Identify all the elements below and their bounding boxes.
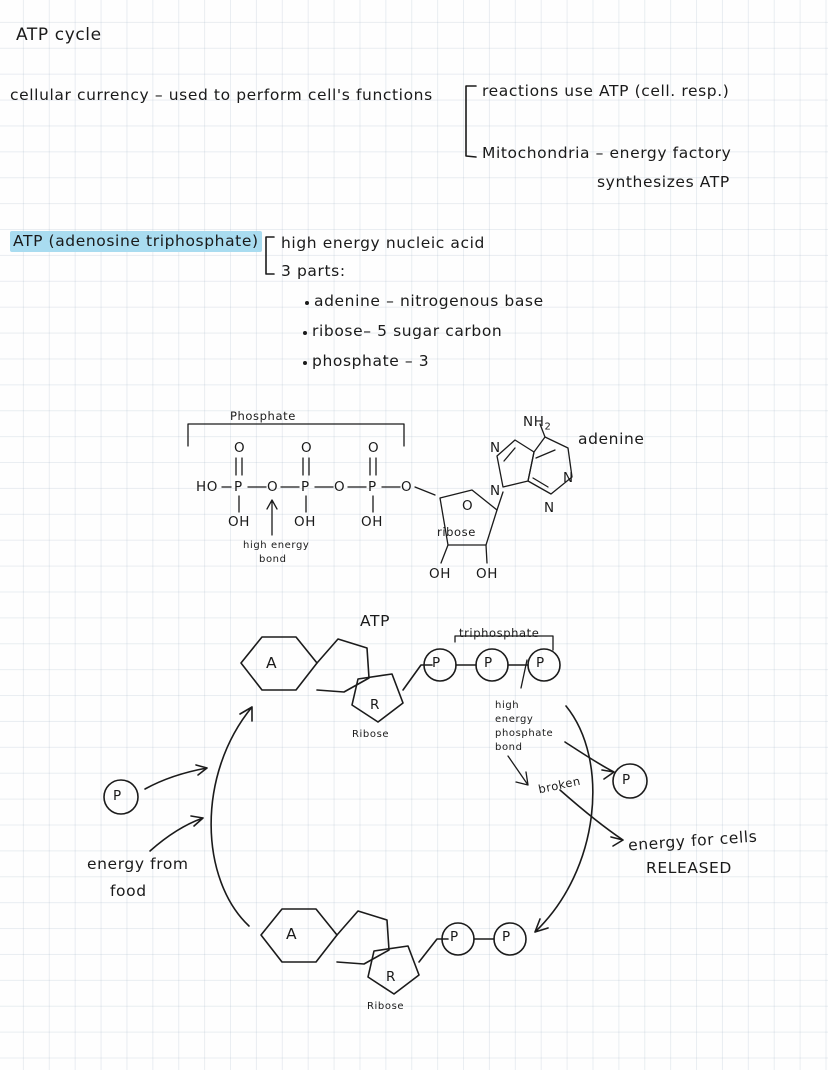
bullet-icon <box>303 361 307 365</box>
double-bond-p1-o <box>236 458 242 475</box>
cellular-currency-line: cellular currency – used to perform cell's functions <box>10 86 433 104</box>
atom-oh-3: OH <box>361 514 383 530</box>
atp-heading <box>10 232 262 251</box>
atp-part-adenine: adenine – nitrogenous base <box>314 292 544 310</box>
atom-o-bridge-1: O <box>267 479 279 495</box>
cycle-arrow-left-up <box>211 707 252 926</box>
input-phosphate: P <box>113 788 122 804</box>
top-ribose-caption: Ribose <box>352 729 390 740</box>
high-energy-bond-label-line1: high energy <box>243 540 310 551</box>
arrow-to-released-phosphate <box>565 742 614 779</box>
energy-released-line2: RELEASED <box>646 859 732 877</box>
double-bond-p2-o <box>303 458 309 475</box>
bottom-ribose-label: R <box>386 969 396 985</box>
atom-n-3: N <box>544 500 555 516</box>
phosphate-group-label: Phosphate <box>230 409 296 423</box>
high-energy-bond-label-line2: bond <box>259 554 287 565</box>
top-adenine-hexagon-right <box>317 639 369 692</box>
bottom-ribose-phosphate-connector <box>419 939 448 962</box>
atom-o-double-3: O <box>368 440 380 456</box>
atp-part-phosphate: phosphate – 3 <box>312 352 430 370</box>
bond-o-ribose <box>415 487 435 495</box>
top-phosphate-1: P <box>432 655 441 671</box>
bullet-icon <box>303 331 307 335</box>
atp-heading-highlight: ATP (adenosine triphosphate) <box>10 231 262 252</box>
bond-ribose-oh-1 <box>441 545 448 563</box>
cycle-atp-label: ATP <box>360 612 391 630</box>
bottom-ribose-caption: Ribose <box>367 1001 405 1012</box>
top-adenine-hexagon-left <box>241 637 317 690</box>
atom-o-bridge-2: O <box>334 479 346 495</box>
bond-ribose-oh-2 <box>486 545 487 563</box>
high-energy-phosphate-note-3: phosphate <box>495 728 554 739</box>
bullet-icon <box>305 301 309 305</box>
atom-ho: HO <box>196 479 218 495</box>
top-phosphate-2: P <box>484 655 493 671</box>
top-phosphate-3: P <box>536 655 545 671</box>
energy-released-line1: energy for cells <box>627 827 758 855</box>
atp-part-ribose: ribose– 5 sugar carbon <box>312 322 503 340</box>
top-ribose-phosphate-connector <box>403 665 432 690</box>
atom-oh-1: OH <box>228 514 250 530</box>
atom-nh2-label: NH <box>523 414 545 430</box>
atom-p3: P <box>368 479 377 495</box>
energy-from-food-line1: energy from <box>87 855 189 873</box>
bottom-adenine-hexagon-left <box>261 909 337 962</box>
bracket-item-synthesizes: synthesizes ATP <box>597 173 730 191</box>
adenine-double-bond-hints <box>533 450 555 487</box>
page-title: ATP cycle <box>16 25 102 45</box>
atom-p2: P <box>301 479 310 495</box>
energy-from-food-line2: food <box>110 882 147 900</box>
bottom-phosphate-2: P <box>502 929 511 945</box>
broken-label: broken <box>536 773 582 797</box>
atom-n-2: N <box>563 470 574 486</box>
arrow-to-energy-released <box>560 790 623 846</box>
high-energy-phosphate-note-2: energy <box>495 714 534 725</box>
released-phosphate: P <box>622 772 631 788</box>
adenine-label: adenine <box>578 430 645 448</box>
bottom-phosphate-1: P <box>450 929 459 945</box>
bracket-item-mitochondria: Mitochondria – energy factory <box>482 144 732 162</box>
atom-sugar-oh-2: OH <box>476 566 498 582</box>
high-energy-phosphate-pointer <box>521 660 527 688</box>
top-bracket <box>466 86 476 157</box>
high-energy-phosphate-note-4: bond <box>495 742 523 753</box>
bottom-adenine-hexagon-right <box>337 911 389 964</box>
atom-o-double-1: O <box>234 440 246 456</box>
atp-definition-line: high energy nucleic acid <box>281 234 485 252</box>
top-adenine-label: A <box>266 654 278 672</box>
atom-nh2 <box>523 414 551 434</box>
arrow-phosphate-into-cycle <box>145 765 207 789</box>
atom-n-1: N <box>490 440 501 456</box>
triphosphate-label: triphosphate <box>459 626 540 640</box>
bottom-adenine-label: A <box>286 925 298 943</box>
atom-o-bridge-3: O <box>401 479 413 495</box>
bracket-item-reactions: reactions use ATP (cell. resp.) <box>482 82 730 100</box>
broken-arrow <box>508 756 528 785</box>
ribose-label: ribose <box>437 525 476 539</box>
atom-p1: P <box>234 479 243 495</box>
atom-nh2-subscript: 2 <box>544 421 552 433</box>
top-ribose-label: R <box>370 697 380 713</box>
adenine-imidazole-double-bond <box>504 448 515 461</box>
atom-oh-2: OH <box>294 514 316 530</box>
atom-ring-o: O <box>462 498 474 514</box>
arrow-energy-food-into-cycle <box>150 816 203 851</box>
atom-o-double-2: O <box>301 440 313 456</box>
atom-sugar-oh-1: OH <box>429 566 451 582</box>
atp-parts-line: 3 parts: <box>281 262 346 280</box>
high-energy-bond-arrow <box>267 500 277 535</box>
adenine-imidazole-ring <box>497 440 534 487</box>
high-energy-phosphate-note-1: high <box>495 700 520 711</box>
atp-bracket <box>266 237 274 274</box>
double-bond-p3-o <box>370 458 376 475</box>
atom-n-4: N <box>490 483 501 499</box>
